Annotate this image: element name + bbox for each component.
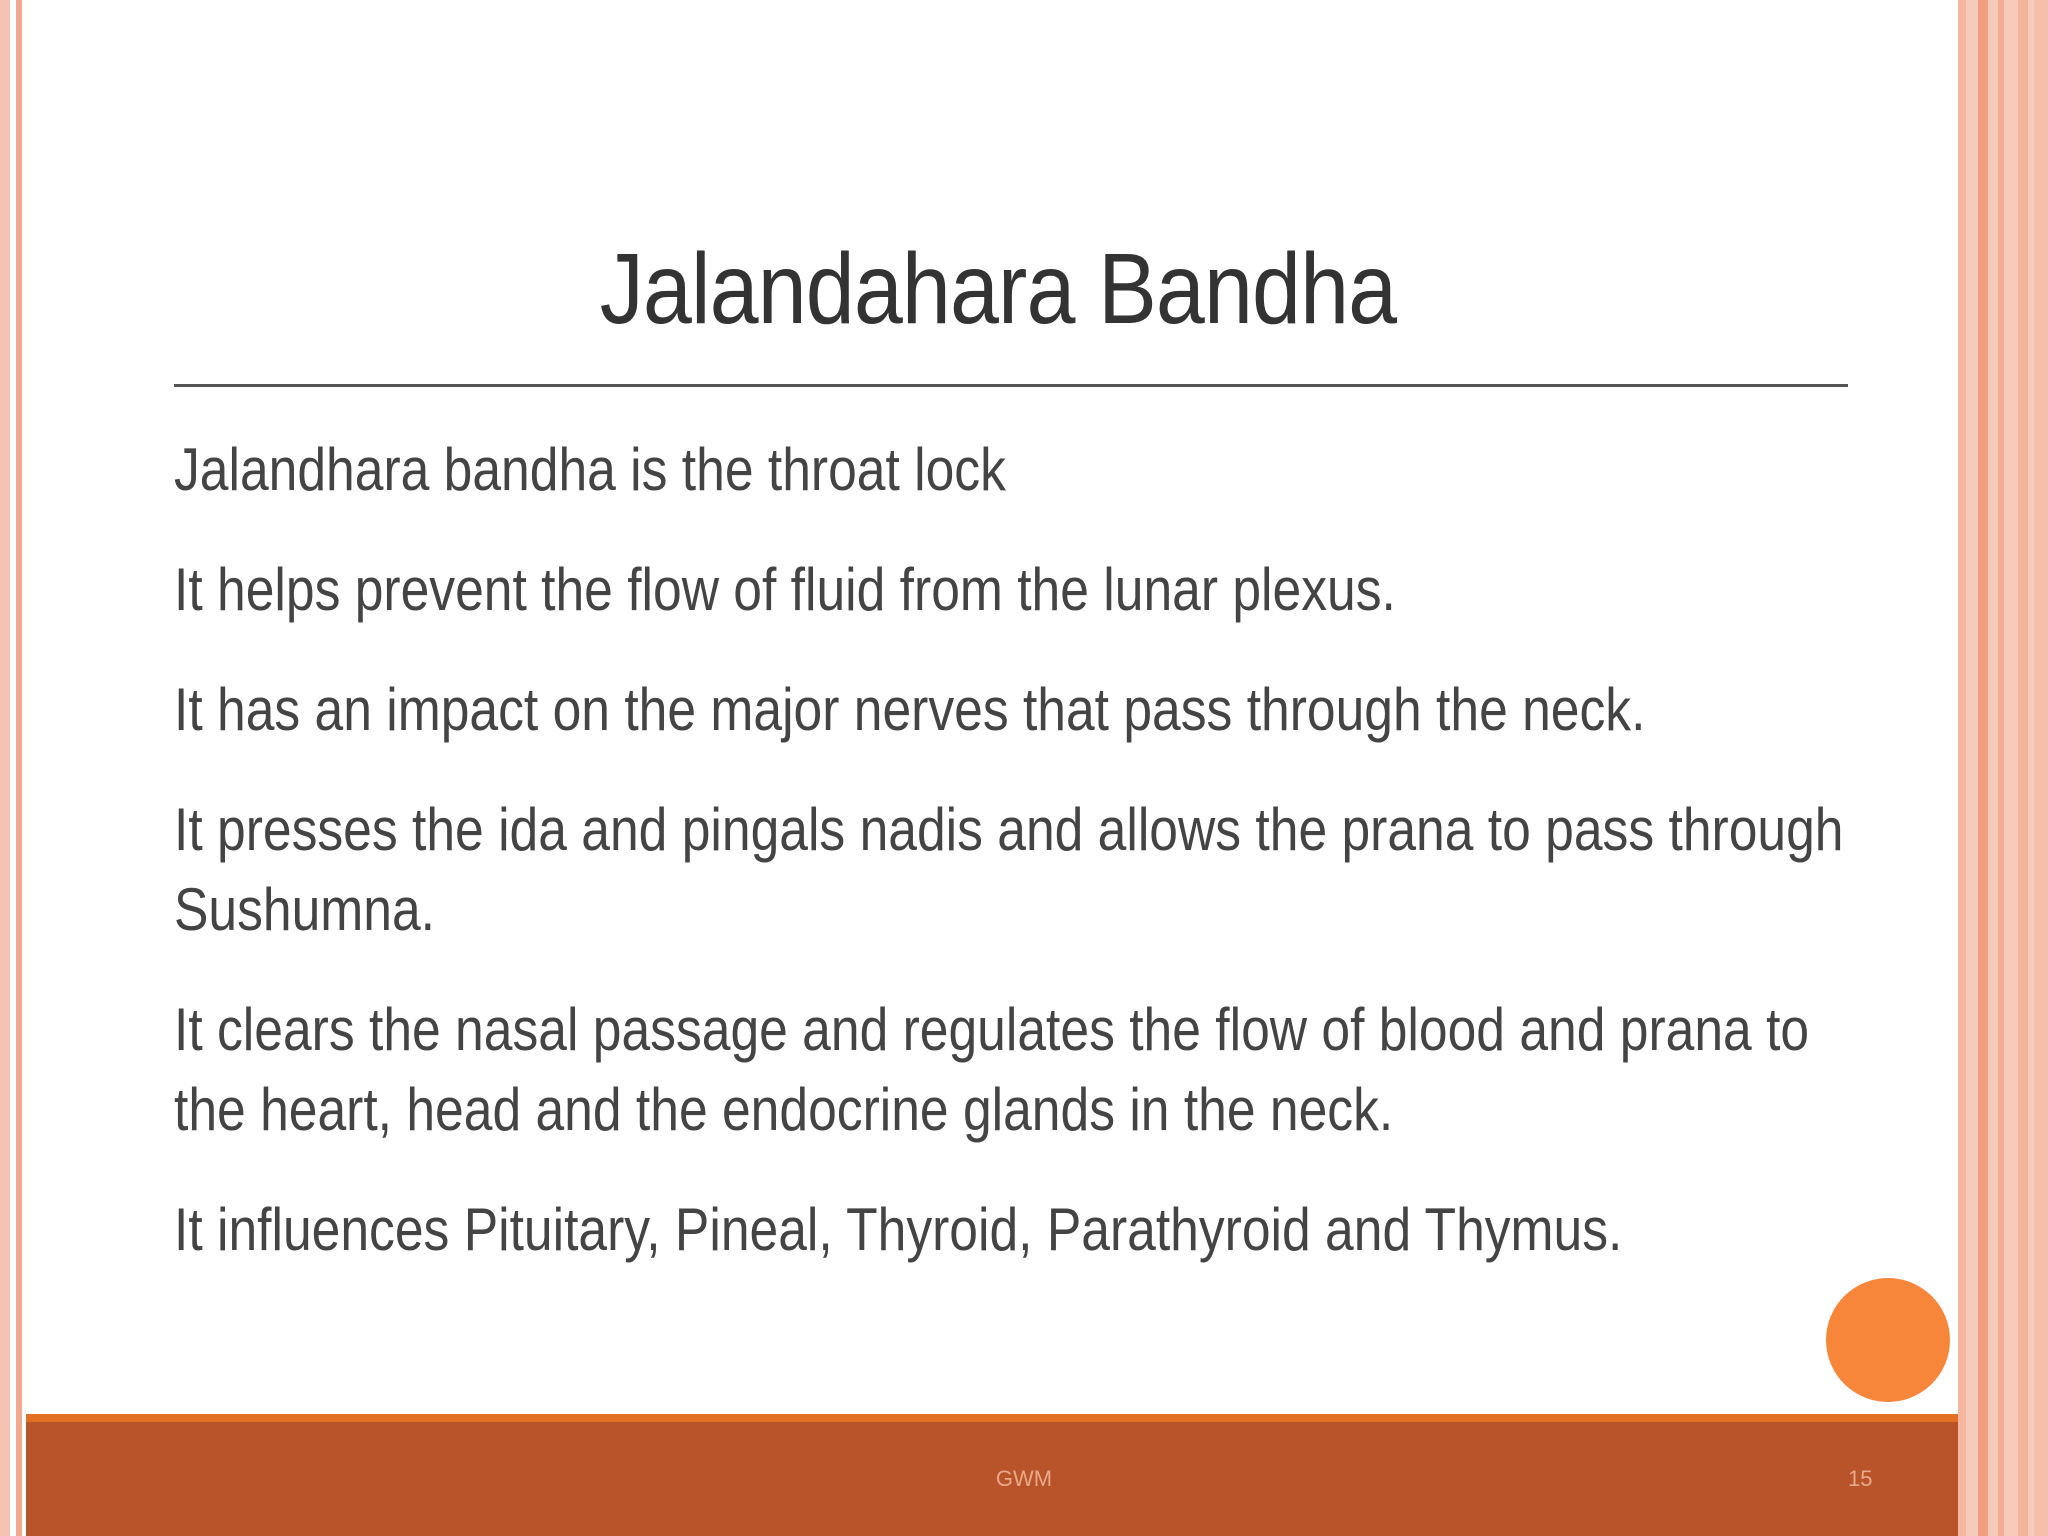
bullet-line: It has an impact on the major nerves that pass through the neck. (174, 676, 1646, 743)
footer-center-text: GWM (995, 1466, 1053, 1491)
bullet-line: the heart, head and the endocrine glands in the neck. (174, 1076, 1394, 1143)
bullet-item (174, 550, 1653, 630)
title-divider (174, 384, 1848, 387)
bullet-item (174, 670, 1653, 750)
accent-circle (1826, 1278, 1950, 1402)
left-border-stripe-inner (16, 0, 22, 1536)
footer-band (26, 1422, 1976, 1536)
right-border-stripe (2018, 0, 2028, 1536)
right-border-stripe (1958, 0, 1966, 1536)
slide-title: Jalandahara Bandha (599, 233, 1397, 345)
bullet-line: It helps prevent the flow of fluid from the lunar plexus. (174, 556, 1396, 623)
bullet-line: It clears the nasal passage and regulates the flow of blood and prana to (174, 996, 1810, 1063)
left-border-stripe-outer (0, 0, 10, 1536)
bullet-item (174, 430, 1653, 510)
bullet-line: Jalandhara bandha is the throat lock (174, 436, 1006, 503)
footer-page-number: 15 (1848, 1466, 1873, 1491)
right-border-stripe (1978, 0, 1988, 1536)
bullet-item (174, 990, 1810, 1150)
bullet-line: Sushumna. (174, 876, 436, 943)
bullet-line: It presses the ida and pingals nadis and allows the prana to pass through (174, 796, 1844, 863)
bullet-item (174, 790, 1844, 950)
footer-accent-line (26, 1414, 1976, 1422)
right-border-stripe (1998, 0, 2004, 1536)
bullet-list (174, 430, 1894, 1310)
bullet-line: It influences Pituitary, Pineal, Thyroid, Parathyroid and Thymus. (174, 1196, 1623, 1263)
bullet-item (174, 1190, 1653, 1270)
right-border-stripe (2034, 0, 2048, 1536)
